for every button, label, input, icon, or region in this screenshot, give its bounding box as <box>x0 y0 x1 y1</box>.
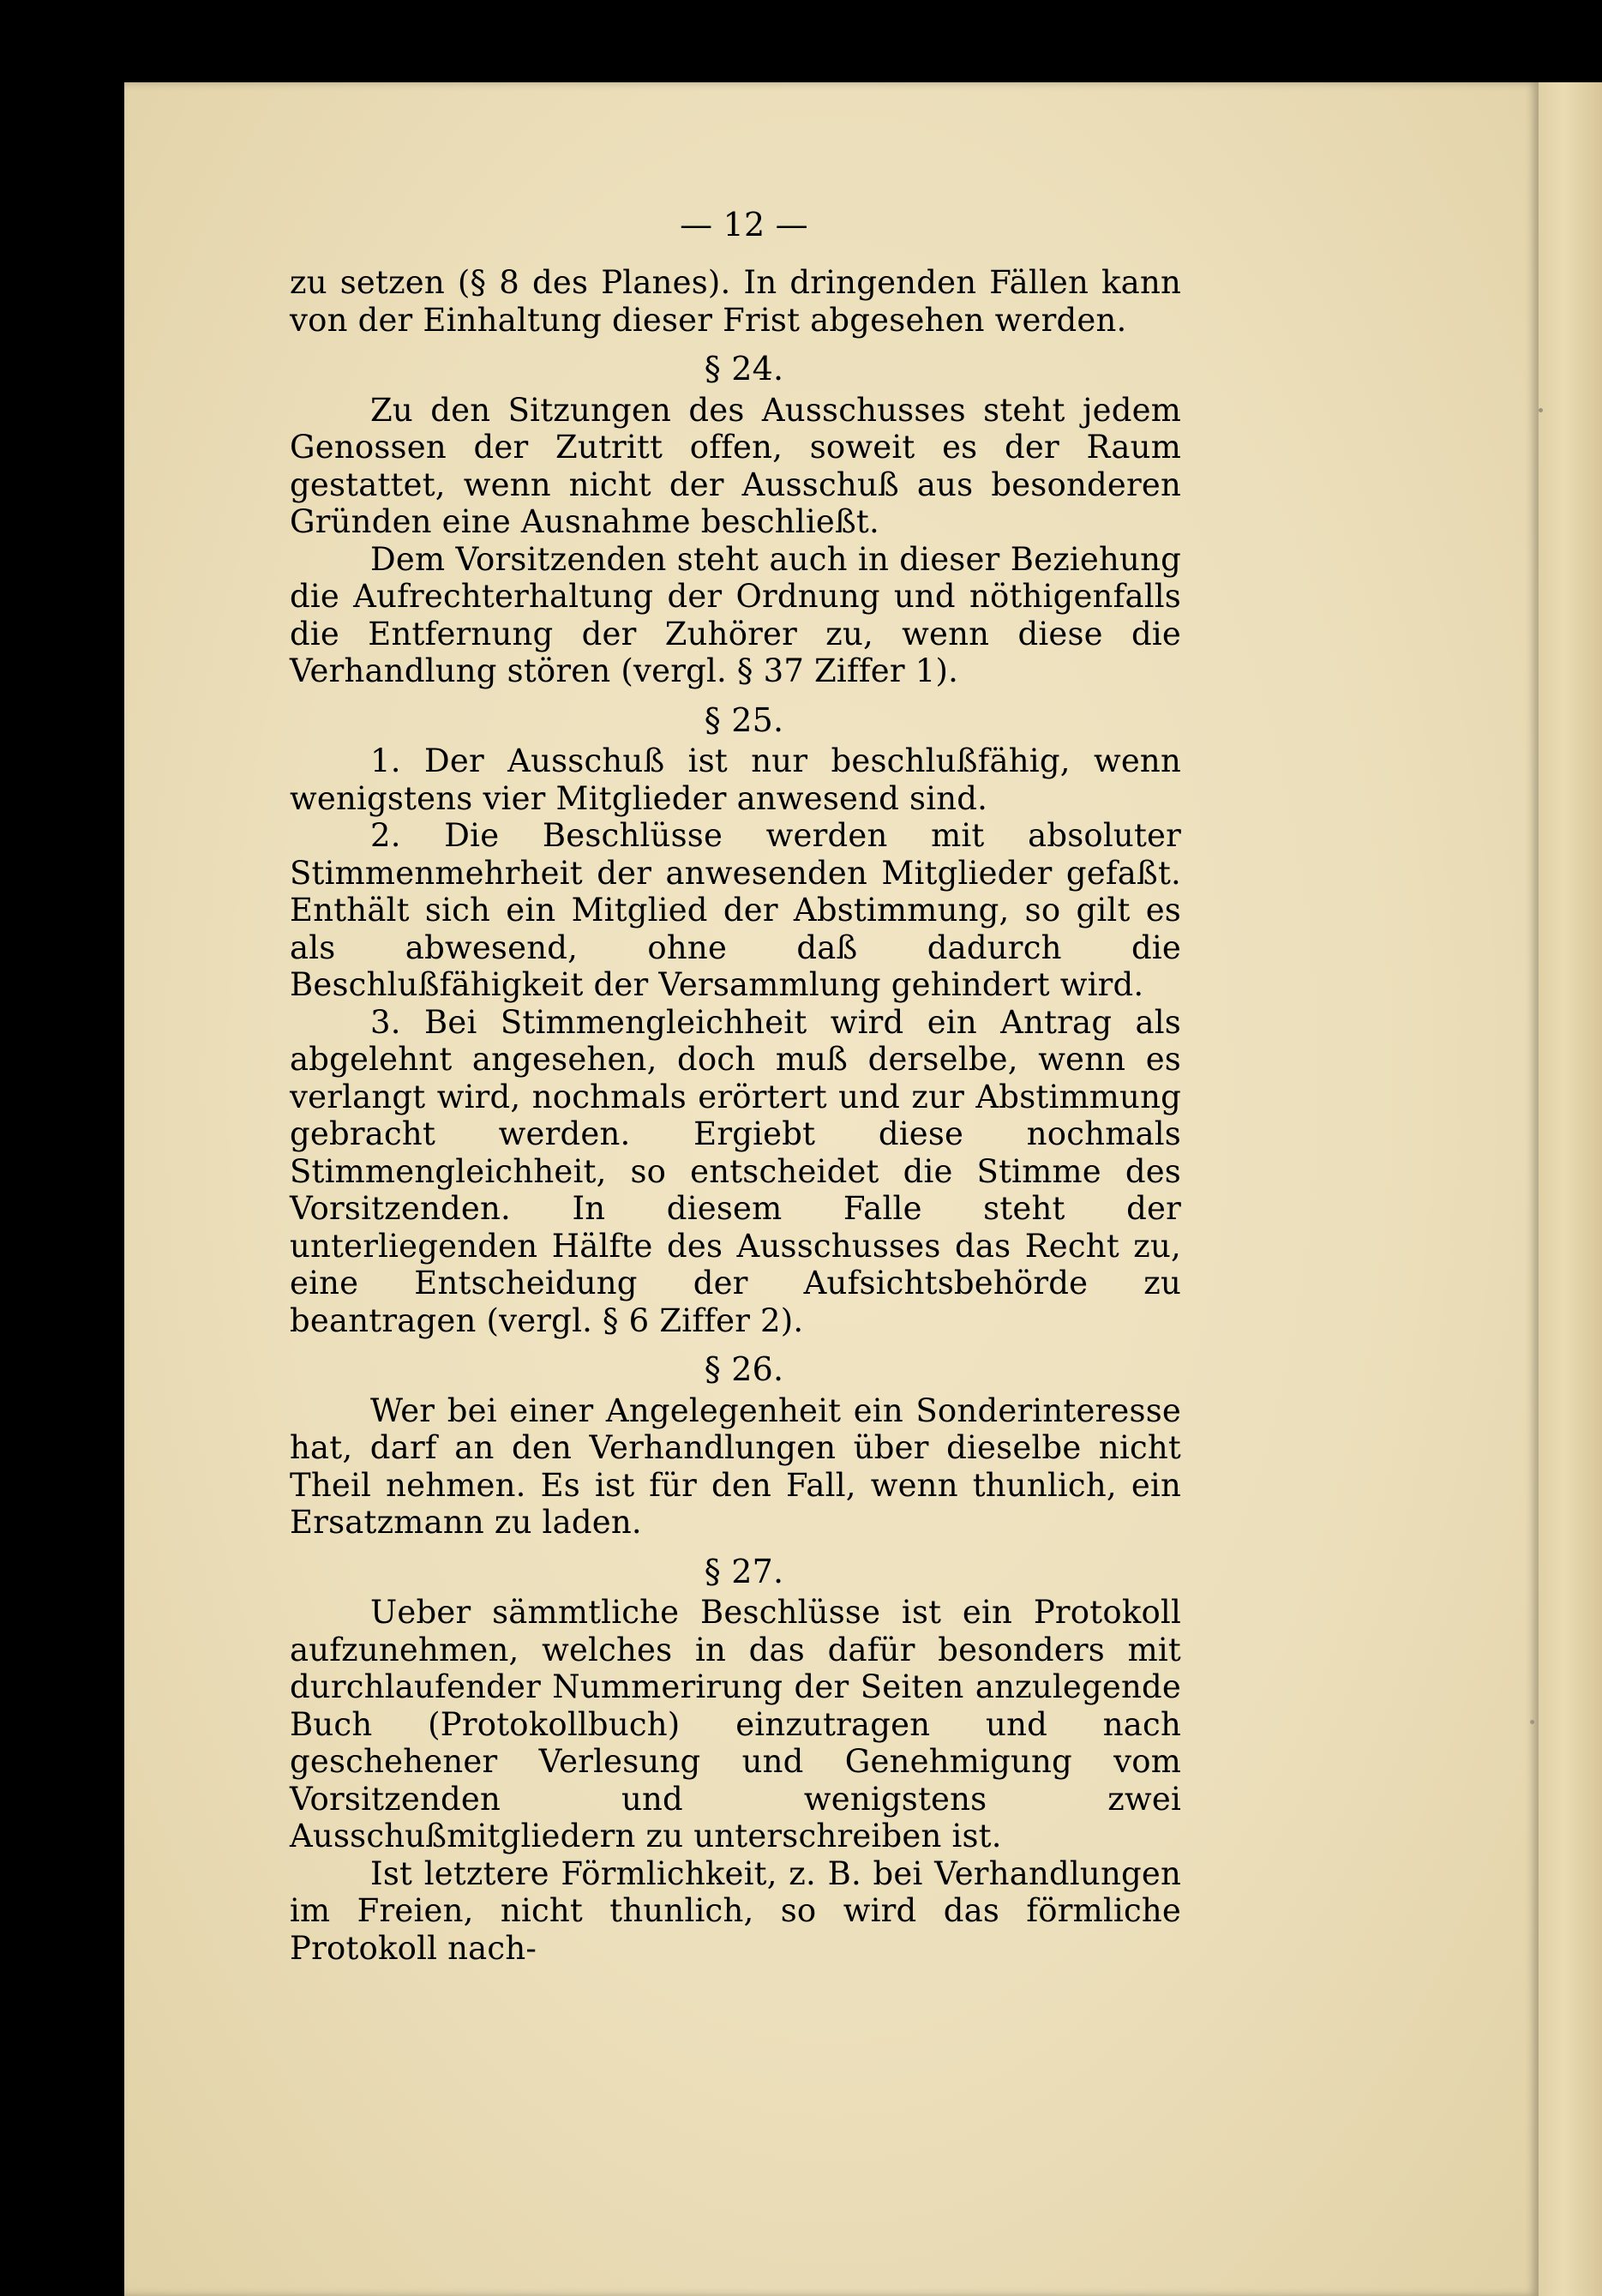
paragraph: 1. Der Ausschuß ist nur beschlußfähig, wenn wenigstens vier Mitglieder anwesend sind. <box>290 742 1181 817</box>
opening-paragraph: zu setzen (§ 8 des Planes). In dringenden Fällen kann von der Einhaltung dieser Frist abgesehen werden. <box>290 264 1181 339</box>
section-heading-25: § 25. <box>704 700 784 739</box>
paragraph: Wer bei einer Angelegenheit ein Sonderinteresse hat, darf an den Verhandlungen über dieselbe nicht Theil nehmen. Es ist für den Fall, wenn thunlich, ein Ersatzmann zu laden. <box>290 1391 1181 1541</box>
page-number: — 12 — <box>680 206 808 243</box>
paragraph: 2. Die Beschlüsse werden mit absoluter Stimmenmehrheit der anwesenden Mitglieder gefaßt. Enthält sich ein Mitglied der Abstimmung, so gilt es als abwesend, ohne daß dadurch die Beschlußfähigkeit der Versammlung gehindert wird. <box>290 817 1181 1003</box>
adjacent-page-edge <box>1539 82 1602 2296</box>
paper-speck <box>1530 1720 1534 1724</box>
section-heading-27: § 27. <box>704 1552 784 1590</box>
section-heading-26: § 26. <box>704 1350 784 1388</box>
paragraph: Dem Vorsitzenden steht auch in dieser Beziehung die Aufrechterhaltung der Ordnung und nöthigenfalls die Entfernung der Zuhörer zu, wenn diese die Verhandlung stören (vergl. § 37 Ziffer 1). <box>290 540 1181 689</box>
section-heading-24: § 24. <box>704 350 784 388</box>
paragraph: Zu den Sitzungen des Ausschusses steht jedem Genossen der Zutritt offen, soweit es der Raum gestattet, wenn nicht der Ausschuß aus besonderen Gründen eine Ausnahme beschließt. <box>290 391 1181 540</box>
paragraph: Ueber sämmtliche Beschlüsse ist ein Protokoll aufzunehmen, welches in das dafür besonders mit durchlaufender Nummerirung der Seiten anzulegende Buch (Protokollbuch) einzutragen und nach geschehener Verlesung und Genehmigung vom Vorsitzenden und wenigstens zwei Ausschußmitgliedern zu unterschreiben ist. <box>290 1594 1181 1854</box>
paper-speck <box>1539 408 1543 412</box>
paragraph: Ist letztere Förmlichkeit, z. B. bei Verhandlungen im Freien, nicht thunlich, so wird das förmliche Protokoll nach- <box>290 1854 1181 1967</box>
page-text <box>290 207 1306 1967</box>
paragraph: 3. Bei Stimmengleichheit wird ein Antrag als abgelehnt angesehen, doch muß derselbe, wenn es verlangt wird, nochmals erörtert und zur Abstimmung gebracht werden. Ergiebt diese nochmals Stimmengleichheit, so entscheidet die Stimme des Vorsitzenden. In diesem Falle steht der unterliegenden Hälfte des Ausschusses das Recht zu, eine Entscheidung der Aufsichtsbehörde zu beantragen (vergl. § 6 Ziffer 2). <box>290 1003 1181 1339</box>
